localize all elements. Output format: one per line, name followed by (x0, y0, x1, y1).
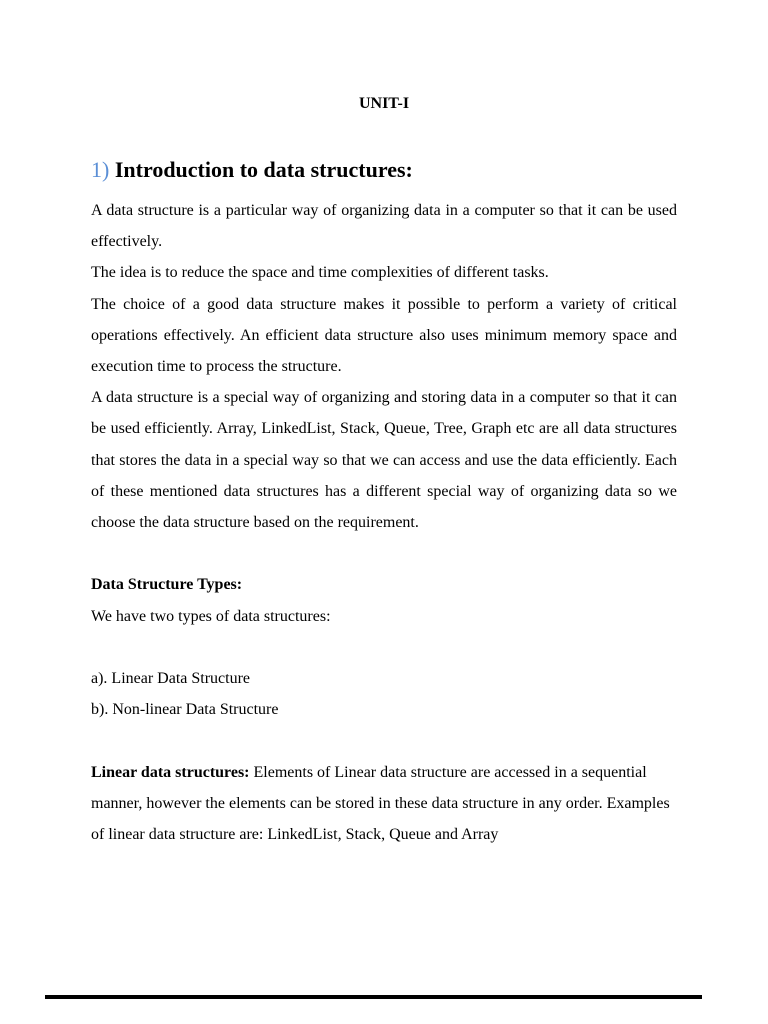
intro-paragraph-2: The idea is to reduce the space and time complexities of different tasks. (91, 264, 549, 282)
spacer (91, 632, 677, 663)
spacer (91, 538, 677, 569)
unit-title: UNIT-I (358, 95, 410, 112)
footer-rule (45, 995, 702, 999)
section-title: Introduction to data structures: (114, 157, 413, 182)
intro-paragraph-4: A data structure is a special way of organizing and storing data in a computer so that it can be used efficiently. Array, LinkedList, Stack, Queue, Tree, Graph etc are all data structures that stores the data in a special way so that we can access and use the data efficiently. Each of these mentioned data structures has a different special way of organizing data so we choose the data structure based on the requirement. (91, 389, 677, 532)
types-lead: We have two types of data structures: (91, 607, 331, 625)
section-heading (91, 155, 677, 185)
list-item: a). Linear Data Structure (91, 670, 251, 688)
section-number: 1) (91, 157, 110, 182)
spacer (91, 725, 677, 756)
document-body (91, 155, 677, 850)
intro-paragraph-3: The choice of a good data structure makes it possible to perform a variety of critical operations effectively. An efficient data structure also uses minimum memory space and execution time to process the structure. (91, 295, 677, 376)
list-item: b). Non-linear Data Structure (91, 701, 279, 719)
intro-paragraph-1: A data structure is a particular way of organizing data in a computer so that it can be used effectively. (91, 202, 677, 251)
linear-text: Elements of Linear data structure are accessed in a sequential manner, however the elements can be stored in these data structure in any order. Examples of linear data structure are: LinkedList, Stack, Queue and Array (91, 763, 670, 844)
linear-label: Linear data structures: (91, 763, 250, 781)
types-heading: Data Structure Types: (91, 576, 243, 594)
linear-paragraph (91, 757, 677, 851)
